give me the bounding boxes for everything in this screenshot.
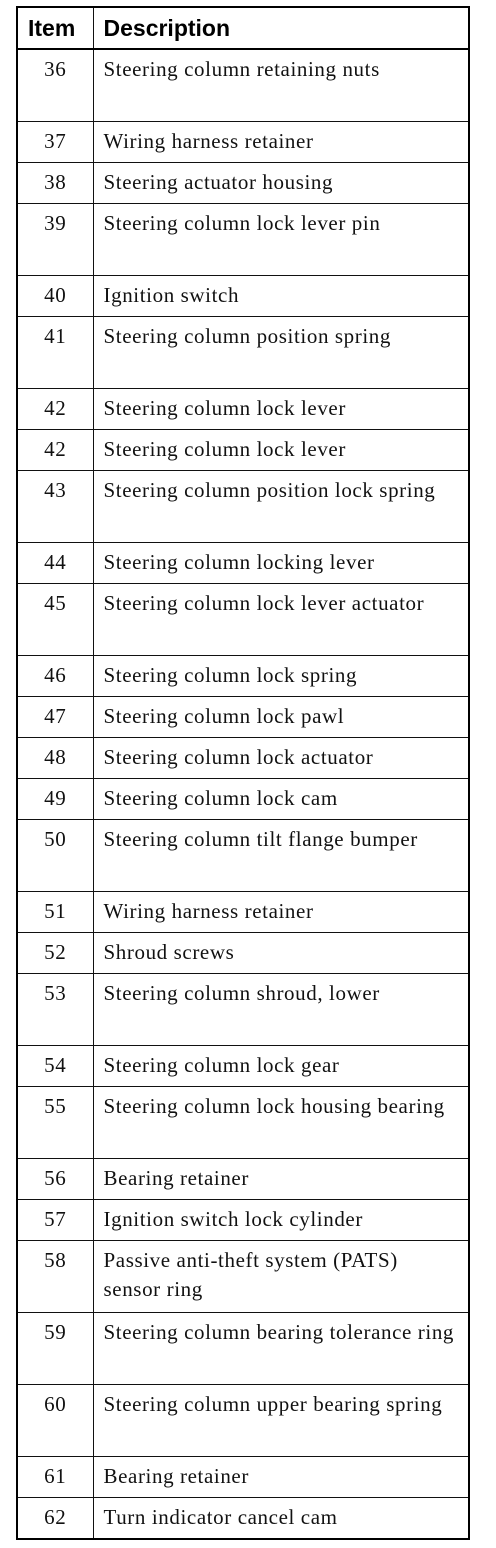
item-number: 48 [17,738,93,779]
item-description: Bearing retainer [93,1457,469,1498]
table-row [17,276,469,317]
item-number: 45 [17,584,93,656]
parts-table [16,6,470,1540]
column-header-description: Description [93,7,469,49]
table-row [17,933,469,974]
table-row [17,49,469,122]
item-number: 41 [17,317,93,389]
item-description: Shroud screws [93,933,469,974]
table-row [17,892,469,933]
item-number: 57 [17,1200,93,1241]
item-number: 52 [17,933,93,974]
item-description: Steering column lock cam [93,779,469,820]
item-number: 55 [17,1087,93,1159]
item-description: Steering column lock lever [93,430,469,471]
item-number: 53 [17,974,93,1046]
item-number: 42 [17,430,93,471]
item-description: Ignition switch [93,276,469,317]
item-number: 40 [17,276,93,317]
item-number: 62 [17,1498,93,1540]
item-description: Wiring harness retainer [93,122,469,163]
item-description: Steering column bearing tolerance ring [93,1313,469,1385]
table-row [17,697,469,738]
header-row [17,7,469,49]
item-number: 50 [17,820,93,892]
item-description: Steering column lock lever [93,389,469,430]
item-description: Steering column lock lever actuator [93,584,469,656]
table-row [17,1200,469,1241]
item-number: 49 [17,779,93,820]
item-number: 56 [17,1159,93,1200]
table-row [17,317,469,389]
item-description: Steering column lock gear [93,1046,469,1087]
item-number: 44 [17,543,93,584]
table-row [17,1457,469,1498]
table-row [17,471,469,543]
item-number: 51 [17,892,93,933]
item-description: Steering column shroud, lower [93,974,469,1046]
item-number: 58 [17,1241,93,1313]
item-number: 46 [17,656,93,697]
table-row [17,163,469,204]
item-description: Wiring harness retainer [93,892,469,933]
item-description: Steering column tilt flange bumper [93,820,469,892]
table-row [17,820,469,892]
item-number: 38 [17,163,93,204]
table-row [17,1159,469,1200]
column-header-item: Item [17,7,93,49]
item-number: 61 [17,1457,93,1498]
item-description: Steering column lock spring [93,656,469,697]
table-row [17,1046,469,1087]
table-row [17,1385,469,1457]
item-description: Turn indicator cancel cam [93,1498,469,1540]
table-row [17,779,469,820]
item-description: Steering column locking lever [93,543,469,584]
item-number: 59 [17,1313,93,1385]
table-row [17,543,469,584]
item-description: Steering column position lock spring [93,471,469,543]
item-description: Steering column lock lever pin [93,204,469,276]
item-number: 39 [17,204,93,276]
item-number: 54 [17,1046,93,1087]
item-description: Steering column lock housing bearing [93,1087,469,1159]
table-row [17,1241,469,1313]
table-row [17,1313,469,1385]
item-description: Steering column lock pawl [93,697,469,738]
table-row [17,122,469,163]
item-description: Steering actuator housing [93,163,469,204]
item-number: 60 [17,1385,93,1457]
table-row [17,584,469,656]
item-number: 37 [17,122,93,163]
item-description: Steering column position spring [93,317,469,389]
table-row [17,1087,469,1159]
item-description: Passive anti-theft system (PATS) sensor ring [93,1241,469,1313]
table-row [17,204,469,276]
item-description: Steering column lock actuator [93,738,469,779]
item-number: 43 [17,471,93,543]
table-row [17,1498,469,1540]
table-row [17,974,469,1046]
item-description: Steering column upper bearing spring [93,1385,469,1457]
table-row [17,738,469,779]
parts-table-body [17,49,469,1539]
item-number: 36 [17,49,93,122]
item-number: 42 [17,389,93,430]
item-number: 47 [17,697,93,738]
item-description: Ignition switch lock cylinder [93,1200,469,1241]
item-description: Bearing retainer [93,1159,469,1200]
item-description: Steering column retaining nuts [93,49,469,122]
table-row [17,389,469,430]
table-row [17,430,469,471]
table-row [17,656,469,697]
